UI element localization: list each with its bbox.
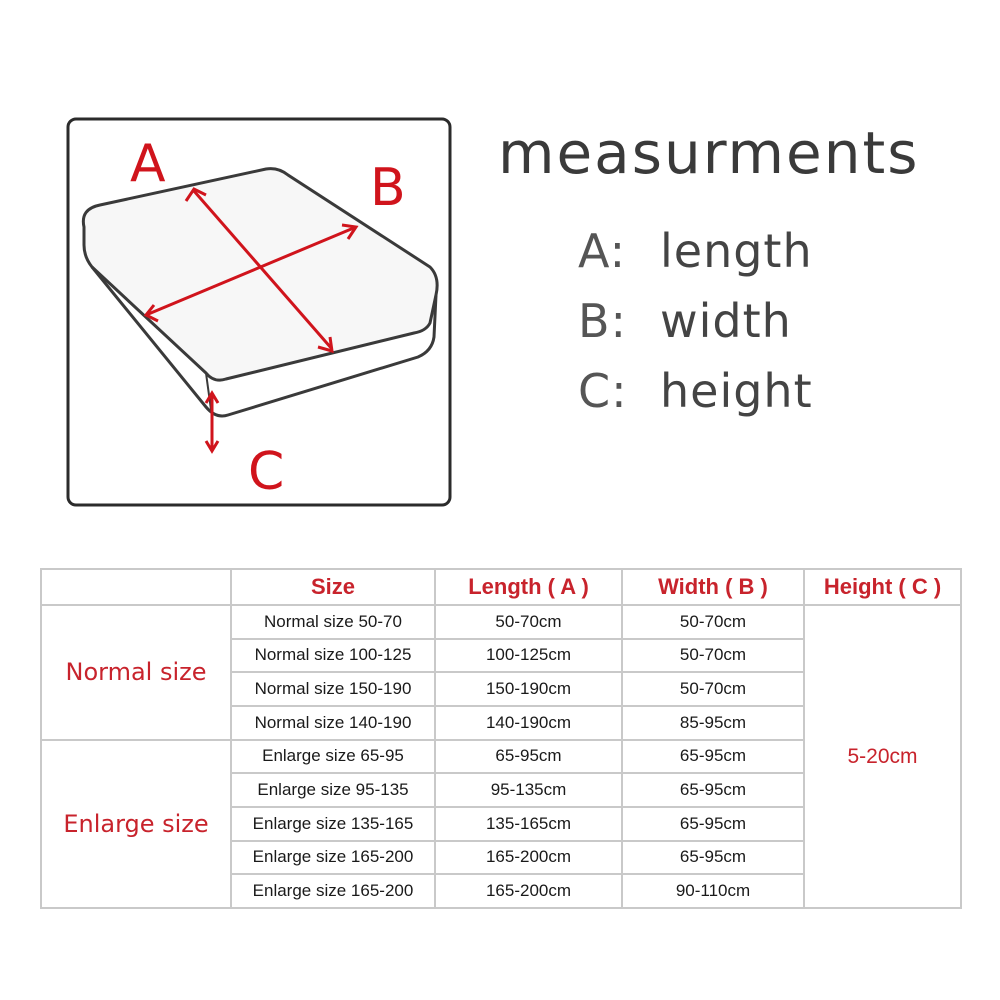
cell-size: Normal size 140-190 bbox=[231, 706, 435, 740]
legend-text: width bbox=[660, 294, 792, 348]
table-row bbox=[41, 605, 961, 639]
header-length: Length ( A ) bbox=[435, 569, 622, 605]
cell-width: 90-110cm bbox=[622, 874, 804, 908]
cell-length: 100-125cm bbox=[435, 639, 622, 673]
cell-width: 65-95cm bbox=[622, 807, 804, 841]
legend-list bbox=[578, 216, 958, 426]
cell-width: 50-70cm bbox=[622, 605, 804, 639]
legend-letter: A: bbox=[578, 224, 627, 278]
legend-text: height bbox=[660, 364, 813, 418]
cell-length: 150-190cm bbox=[435, 672, 622, 706]
label-b: B bbox=[370, 158, 406, 218]
header-height: Height ( C ) bbox=[804, 569, 961, 605]
label-c: C bbox=[248, 442, 285, 502]
cell-length: 95-135cm bbox=[435, 773, 622, 807]
cell-size: Enlarge size 65-95 bbox=[231, 740, 435, 774]
cell-length: 135-165cm bbox=[435, 807, 622, 841]
header-width: Width ( B ) bbox=[622, 569, 804, 605]
cell-width: 65-95cm bbox=[622, 841, 804, 875]
cell-size: Normal size 50-70 bbox=[231, 605, 435, 639]
cell-width: 85-95cm bbox=[622, 706, 804, 740]
cushion-diagram bbox=[66, 117, 452, 507]
group-enlarge: Enlarge size bbox=[41, 740, 231, 908]
cell-size: Enlarge size 135-165 bbox=[231, 807, 435, 841]
measurement-legend bbox=[498, 118, 958, 426]
cell-size: Enlarge size 165-200 bbox=[231, 841, 435, 875]
cushion-illustration bbox=[66, 117, 452, 507]
legend-item-width bbox=[578, 286, 958, 356]
cell-size: Normal size 150-190 bbox=[231, 672, 435, 706]
legend-title: measurments bbox=[498, 119, 920, 187]
legend-text: length bbox=[660, 224, 813, 278]
cell-width: 50-70cm bbox=[622, 639, 804, 673]
legend-letter: C: bbox=[578, 364, 628, 418]
legend-item-height bbox=[578, 356, 958, 426]
legend-item-length bbox=[578, 216, 958, 286]
table-header-row bbox=[41, 569, 961, 605]
cell-length: 165-200cm bbox=[435, 841, 622, 875]
cell-length: 140-190cm bbox=[435, 706, 622, 740]
cell-width: 65-95cm bbox=[622, 740, 804, 774]
cell-length: 165-200cm bbox=[435, 874, 622, 908]
cell-length: 50-70cm bbox=[435, 605, 622, 639]
cell-width: 50-70cm bbox=[622, 672, 804, 706]
cell-size: Normal size 100-125 bbox=[231, 639, 435, 673]
cell-length: 65-95cm bbox=[435, 740, 622, 774]
header-size: Size bbox=[231, 569, 435, 605]
cell-size: Enlarge size 95-135 bbox=[231, 773, 435, 807]
legend-letter: B: bbox=[578, 294, 628, 348]
label-a: A bbox=[130, 134, 166, 194]
group-normal: Normal size bbox=[41, 605, 231, 740]
size-table bbox=[40, 568, 962, 909]
table-header-blank bbox=[41, 569, 231, 605]
cell-width: 65-95cm bbox=[622, 773, 804, 807]
cell-height: 5-20cm bbox=[804, 605, 961, 908]
cell-size: Enlarge size 165-200 bbox=[231, 874, 435, 908]
